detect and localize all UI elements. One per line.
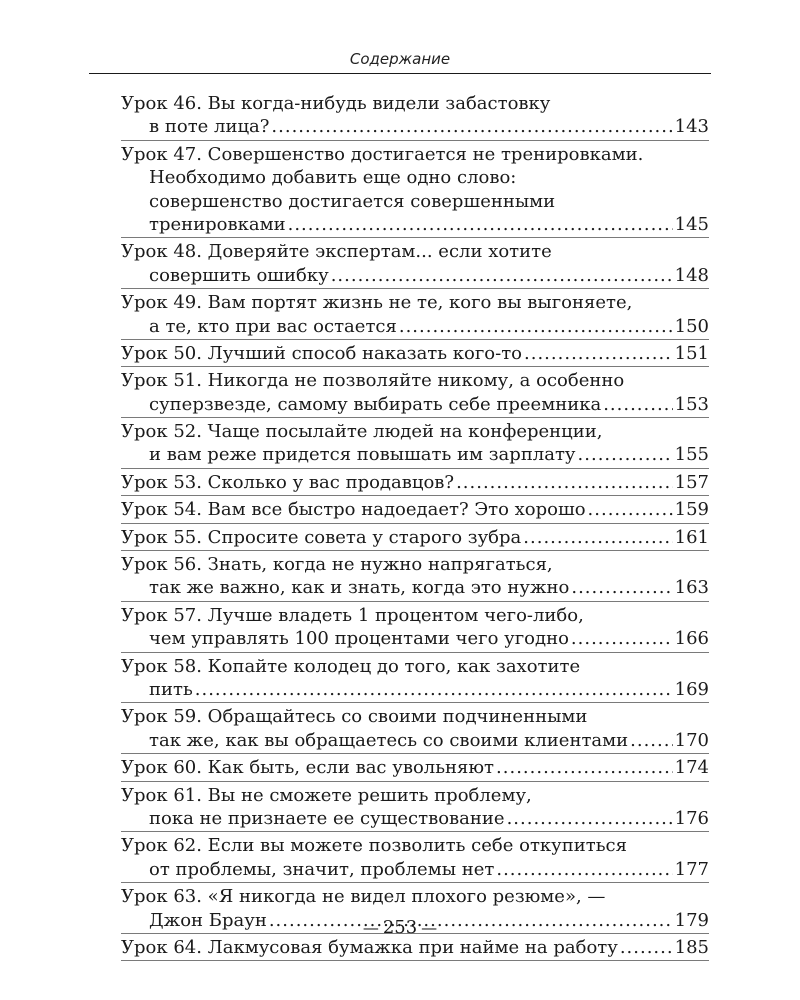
toc-entry-page-number: 177 — [674, 858, 709, 880]
toc-entry — [121, 141, 709, 239]
dot-leader — [630, 729, 673, 752]
toc-entry-title-line — [121, 834, 709, 857]
toc-entry-page-number: 143 — [674, 116, 709, 138]
toc-entry-text: Урок 64. Лакмусовая бумажка при найме на работу — [121, 936, 618, 958]
toc-entry-title-line — [121, 342, 709, 365]
toc-entry-text: Урок 59. Обращайтесь со своими подчиненными — [121, 706, 588, 728]
toc-entry-continuation-line — [121, 393, 709, 416]
dot-leader — [603, 393, 672, 416]
toc-entry-text: Урок 62. Если вы можете позволить себе откупиться — [121, 835, 627, 857]
table-of-contents — [121, 90, 709, 961]
dot-leader — [578, 443, 673, 466]
dot-leader — [496, 858, 672, 881]
toc-entry-text: пить — [149, 678, 193, 700]
toc-entry-title-line — [121, 784, 709, 807]
toc-entry-title-line — [121, 471, 709, 494]
toc-entry-page-number: 170 — [674, 729, 709, 751]
dot-leader — [524, 342, 673, 365]
toc-entry-text: Урок 61. Вы не сможете решить проблему, — [121, 784, 532, 806]
footer-dash-right: — — [421, 918, 438, 937]
toc-entry-continuation-line — [121, 858, 709, 881]
toc-entry-text: Урок 47. Совершенство достигается не тренировками. — [121, 143, 644, 165]
toc-entry — [121, 754, 709, 781]
toc-entry-page-number: 166 — [674, 628, 709, 650]
toc-entry-page-number: 150 — [674, 315, 709, 337]
toc-entry-continuation-line — [121, 678, 709, 701]
toc-entry-text: от проблемы, значит, проблемы нет — [149, 858, 495, 880]
toc-entry-continuation-line — [121, 190, 709, 213]
toc-entry-page-number: 185 — [674, 936, 709, 958]
dot-leader — [456, 471, 673, 494]
toc-entry-text: Урок 46. Вы когда-нибудь видели забастовку — [121, 93, 551, 114]
toc-entry-title-line — [121, 885, 709, 908]
toc-entry-text: так же важно, как и знать, когда это нужно — [149, 577, 570, 599]
dot-leader — [496, 756, 673, 779]
toc-entry-page-number: 169 — [674, 678, 709, 700]
toc-entry-continuation-line — [121, 807, 709, 830]
toc-entry-title-line — [121, 240, 709, 263]
toc-entry-title-line — [121, 291, 709, 314]
toc-entry-page-number: 145 — [674, 213, 709, 235]
toc-entry — [121, 418, 709, 469]
toc-entry-title-line — [121, 705, 709, 728]
toc-entry — [121, 602, 709, 653]
toc-entry-title-line — [121, 369, 709, 392]
toc-entry-text: Урок 58. Копайте колодец до того, как захотите — [121, 655, 581, 677]
toc-entry-continuation-line — [121, 166, 709, 189]
dot-leader — [399, 315, 673, 338]
toc-entry — [121, 238, 709, 289]
toc-entry-text: чем управлять 100 процентами чего угодно — [149, 628, 569, 650]
toc-entry-page-number: 161 — [674, 526, 709, 548]
toc-entry-continuation-line — [121, 729, 709, 752]
toc-entry-title-line — [121, 143, 709, 166]
toc-entry-title-line — [121, 92, 709, 115]
toc-entry-text: так же, как вы обращаетесь со своими клиентами — [149, 729, 629, 751]
toc-entry — [121, 469, 709, 496]
toc-entry-title-line — [121, 526, 709, 549]
toc-entry-continuation-line — [121, 315, 709, 338]
toc-entry — [121, 340, 709, 367]
toc-entry-page-number: 157 — [674, 471, 709, 493]
page-footer — [0, 917, 800, 938]
toc-entry — [121, 367, 709, 418]
toc-entry-continuation-line — [121, 264, 709, 287]
toc-entry-text: Урок 49. Вам портят жизнь не те, кого вы выгоняете, — [121, 292, 633, 314]
toc-entry-text: в поте лица? — [149, 116, 270, 138]
toc-entry-page-number: 174 — [674, 757, 709, 779]
dot-leader — [571, 627, 673, 650]
toc-entry-continuation-line — [121, 115, 709, 138]
toc-entry-text: Урок 55. Спросите совета у старого зубра — [121, 526, 522, 548]
toc-entry-title-line — [121, 498, 709, 521]
toc-entry-continuation-line — [121, 627, 709, 650]
toc-entry-continuation-line — [121, 576, 709, 599]
toc-entry-continuation-line — [121, 213, 709, 236]
toc-entry-title-line — [121, 420, 709, 443]
toc-entry — [121, 524, 709, 551]
toc-entry-text: Необходимо добавить еще одно слово: — [149, 167, 517, 189]
toc-entry-continuation-line — [121, 443, 709, 466]
toc-entry-text: Урок 51. Никогда не позволяйте никому, а особенно — [121, 370, 625, 392]
toc-entry-page-number: 155 — [674, 444, 709, 466]
toc-entry-text: тренировками — [149, 213, 286, 235]
dot-leader — [331, 264, 673, 287]
dot-leader — [195, 678, 673, 701]
toc-entry-text: и вам реже придется повышать им зарплату — [149, 444, 576, 466]
header-rule — [89, 73, 711, 74]
toc-entry-text: Урок 63. «Я никогда не видел плохого резюме», — — [121, 886, 606, 908]
toc-entry-page-number: 163 — [674, 577, 709, 599]
toc-entry — [121, 703, 709, 754]
dot-leader — [588, 498, 673, 521]
running-header: Содержание — [349, 50, 451, 68]
toc-entry — [121, 782, 709, 833]
toc-entry — [121, 832, 709, 883]
toc-entry-text: Урок 54. Вам все быстро надоедает? Это хорошо — [121, 499, 586, 521]
toc-entry — [121, 289, 709, 340]
toc-entry — [121, 653, 709, 704]
toc-entry — [121, 496, 709, 523]
dot-leader — [288, 213, 673, 236]
dot-leader — [271, 115, 672, 138]
toc-entry-page-number: 148 — [674, 264, 709, 286]
toc-entry-text: Урок 52. Чаще посылайте людей на конференции, — [121, 421, 603, 443]
toc-entry-page-number: 176 — [674, 807, 709, 829]
toc-entry-page-number: 179 — [674, 909, 709, 931]
toc-entry — [121, 90, 709, 141]
toc-entry-title-line — [121, 936, 709, 959]
toc-entry-text: пока не признаете ее существование — [149, 807, 505, 829]
toc-entry-title-line — [121, 553, 709, 576]
toc-entry-text: Урок 48. Доверяйте экспертам... если хотите — [121, 241, 552, 263]
toc-entry-page-number: 153 — [674, 393, 709, 415]
toc-entry-title-line — [121, 604, 709, 627]
toc-entry-text: Урок 50. Лучший способ наказать кого-то — [121, 342, 523, 364]
toc-entry-text: а те, кто при вас остается — [149, 315, 397, 337]
toc-entry-text: Урок 57. Лучше владеть 1 процентом чего-либо, — [121, 604, 584, 626]
toc-entry-text: Урок 60. Как быть, если вас увольняют — [121, 757, 495, 779]
toc-entry-title-line — [121, 655, 709, 678]
toc-entry-page-number: 151 — [674, 342, 709, 364]
toc-entry-text: совершить ошибку — [149, 264, 329, 286]
page-number: 253 — [382, 917, 418, 938]
toc-entry-title-line — [121, 756, 709, 779]
footer-dash-left: — — [362, 918, 379, 937]
toc-entry-text: Джон Браун — [149, 909, 267, 931]
toc-entry-text: Урок 53. Сколько у вас продавцов? — [121, 471, 455, 493]
toc-entry-text: суперзвезде, самому выбирать себе преемника — [149, 393, 602, 415]
dot-leader — [507, 807, 673, 830]
dot-leader — [571, 576, 672, 599]
toc-entry-text: совершенство достигается совершенными — [149, 190, 556, 212]
toc-entry — [121, 551, 709, 602]
dot-leader — [620, 936, 673, 959]
toc-entry-text: Урок 56. Знать, когда не нужно напрягаться, — [121, 554, 553, 576]
toc-entry-page-number: 159 — [674, 499, 709, 521]
dot-leader — [523, 526, 672, 549]
